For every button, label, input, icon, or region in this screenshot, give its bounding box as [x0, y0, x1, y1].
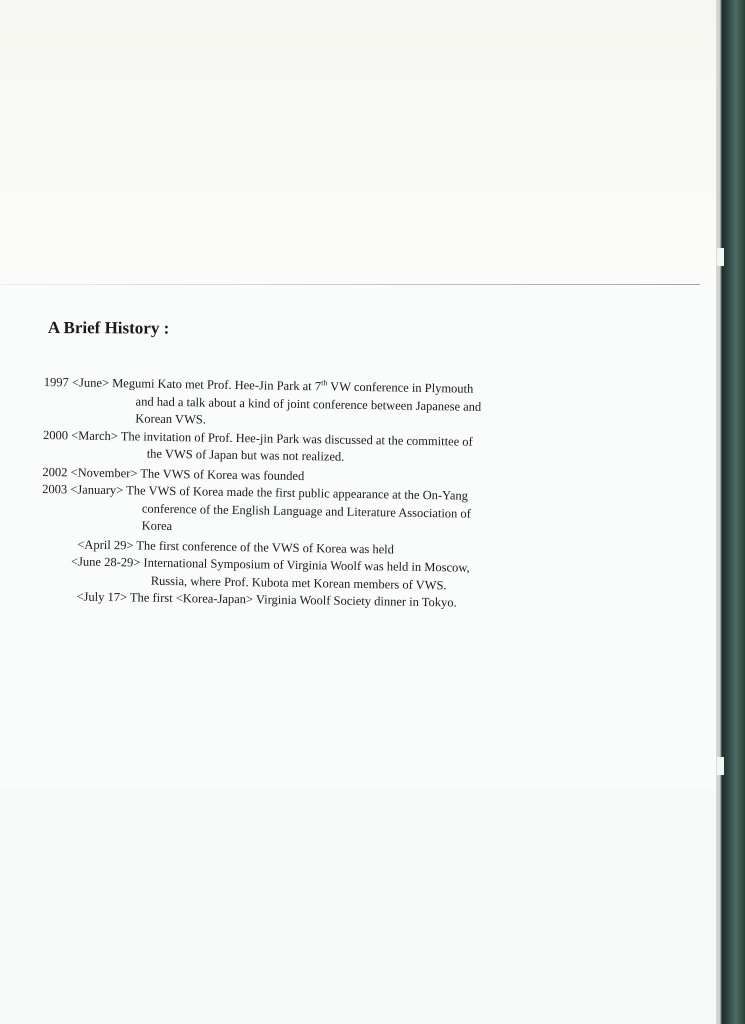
history-entry-1997: [43, 374, 574, 435]
entry-line: conference of the English Language and Literature Association of: [141, 501, 472, 521]
entry-line: Russia, where Prof. Kubota met Korean members of VWS.: [150, 573, 447, 592]
history-list: [40, 374, 574, 614]
history-entry-2003: [41, 481, 572, 542]
entry-line: <July 17> The first <Korea-Japan> Virginia Woolf Society dinner in Tokyo.: [76, 589, 457, 610]
history-entry-2000: [43, 426, 573, 469]
page-bottom-background: [0, 790, 718, 1024]
binding-spine: [716, 0, 745, 1024]
page-top-background: [0, 0, 718, 285]
superscript: th: [321, 378, 328, 388]
paper-fold-line: [0, 284, 700, 285]
entry-line: <April 29> The first conference of the VWS of Korea was held: [77, 537, 395, 557]
entry-text: VW conference in Plymouth: [327, 379, 474, 396]
page-title: A Brief History :: [47, 318, 170, 338]
spine-notch: [717, 757, 724, 775]
entry-line: 2003 <January> The VWS of Korea made the first public appearance at the On-Yang: [42, 481, 469, 503]
entry-line: <June 28-29> International Symposium of Virginia Woolf was held in Moscow,: [70, 554, 470, 575]
entry-line: Korean VWS.: [135, 411, 207, 427]
entry-line: the VWS of Japan but was not realized.: [146, 446, 345, 464]
entry-line: Korea: [141, 518, 173, 534]
entry-line: 2002 <November> The VWS of Korea was founded: [42, 464, 305, 483]
spine-notch: [717, 248, 724, 266]
entry-line: and had a talk about a kind of joint conference between Japanese and: [135, 393, 482, 414]
entry-text: 1997 <June> Megumi Kato met Prof. Hee-Jin Park at 7: [43, 374, 322, 394]
entry-line: 2000 <March> The invitation of Prof. Hee-jin Park was discussed at the committee of: [42, 427, 473, 449]
